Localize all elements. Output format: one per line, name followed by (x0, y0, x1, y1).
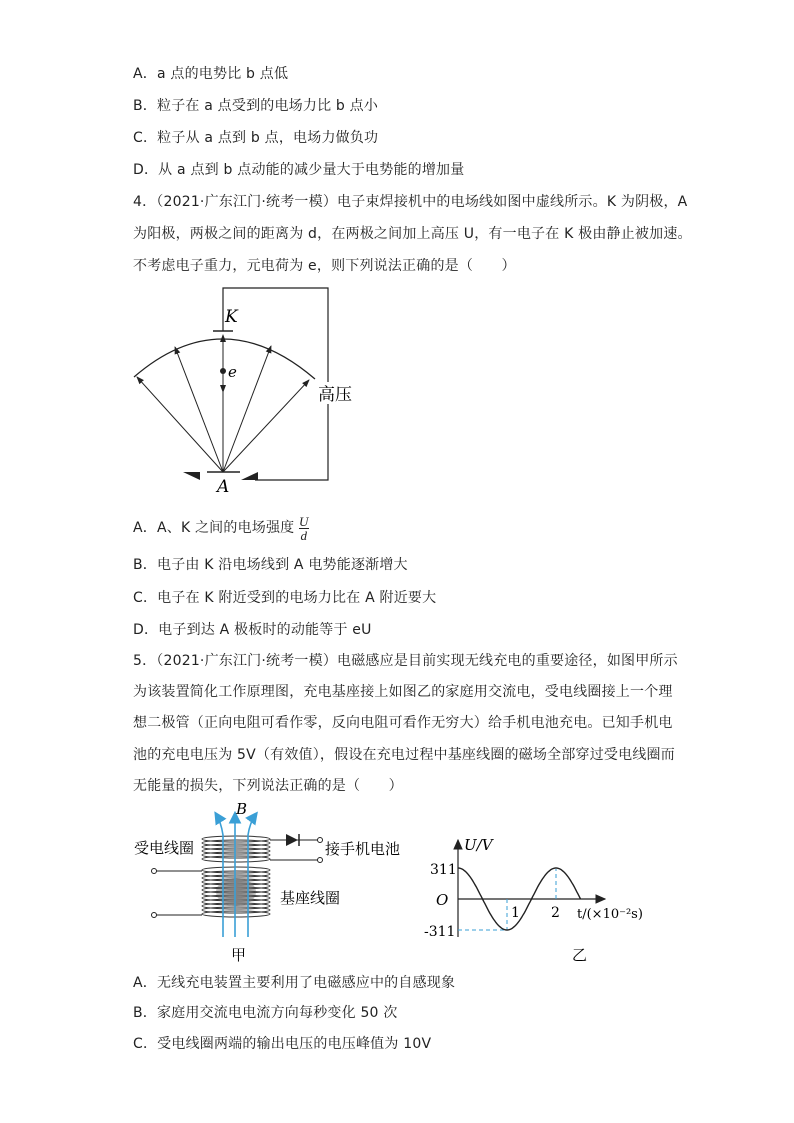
y-tick-min: -311 (424, 924, 456, 940)
q4-stem-line-1: 4．（2021·广东江门·统考一模）电子束焊接机中的电场线如图中虚线所示。K 为阴极，A (133, 194, 688, 210)
x-axis-label: t/(×10⁻²s) (577, 907, 643, 922)
q5-option-b: B．家庭用交流电电流方向每秒变化 50 次 (133, 1005, 398, 1021)
q4-option-a (133, 512, 309, 544)
caption-yi: 乙 (572, 946, 588, 964)
q4-option-a-text: A．A、K 之间的电场强度 (133, 520, 295, 536)
label-receiver-coil: 受电线圈 (134, 839, 195, 857)
q5-option-c: C．受电线圈两端的输出电压的电压峰值为 10V (133, 1036, 432, 1052)
q4-stem-line-2: 为阳极，两极之间的距离为 d，在两极之间加上高压 U，有一电子在 K 极由静止被加速。 (133, 226, 692, 242)
label-a: A (217, 477, 230, 495)
q4-option-c: C．电子在 K 附近受到的电场力比在 A 附近要大 (133, 590, 437, 606)
q3-option-b: B．粒子在 a 点受到的电场力比 b 点小 (133, 98, 379, 114)
q5-stem-line-5: 无能量的损失，下列说法正确的是（ ） (133, 778, 403, 794)
q3-option-a: A．a 点的电势比 b 点低 (133, 66, 289, 82)
label-b: B (236, 800, 248, 818)
q3-option-c: C．粒子从 a 点到 b 点，电场力做负功 (133, 130, 379, 146)
q5-option-a: A．无线充电装置主要利用了电磁感应中的自感现象 (133, 975, 456, 991)
q5-stem-line-2: 为该装置简化工作原理图，充电基座接上如图乙的家庭用交流电，受电线圈接上一个理 (133, 684, 673, 700)
label-base-coil: 基座线圈 (280, 889, 341, 907)
q4-figure-electron-beam (125, 280, 375, 495)
q3-option-d: D．从 a 点到 b 点动能的减少量大于电势能的增加量 (133, 162, 465, 178)
q5-stem-line-3: 想二极管（正向电阻可看作零，反向电阻可看作无穷大）给手机电池充电。已知手机电 (133, 715, 673, 731)
q5-figure-yi-voltage-graph (420, 830, 700, 970)
q4-option-d: D．电子到达 A 极板时的动能等于 eU (133, 622, 372, 638)
x-tick-2: 2 (551, 905, 560, 921)
numerator: U (299, 513, 309, 529)
label-high-voltage: 高压 (318, 385, 352, 405)
q4-option-b: B．电子由 K 沿电场线到 A 电势能逐渐增大 (133, 557, 408, 573)
x-tick-1: 1 (511, 905, 520, 921)
label-k: K (225, 307, 238, 327)
fraction-u-over-d (299, 515, 309, 542)
q5-stem-line-1: 5．（2021·广东江门·统考一模）电磁感应是目前实现无线充电的重要途径，如图甲所示 (133, 653, 678, 669)
y-axis-label: U/V (464, 836, 493, 854)
q5-figure-jia-coils (120, 800, 450, 970)
origin-label: O (436, 891, 449, 909)
q5-stem-line-4: 池的充电电压为 5V（有效值），假设在充电过程中基座线圈的磁场全部穿过受电线圈而 (133, 747, 675, 763)
denominator: d (300, 527, 308, 543)
label-e: e (228, 363, 237, 381)
caption-jia: 甲 (231, 946, 247, 964)
y-tick-max: 311 (430, 862, 457, 878)
q4-stem-line-3: 不考虑电子重力，元电荷为 e，则下列说法正确的是（ ） (133, 258, 516, 274)
label-phone-battery: 接手机电池 (325, 840, 401, 858)
